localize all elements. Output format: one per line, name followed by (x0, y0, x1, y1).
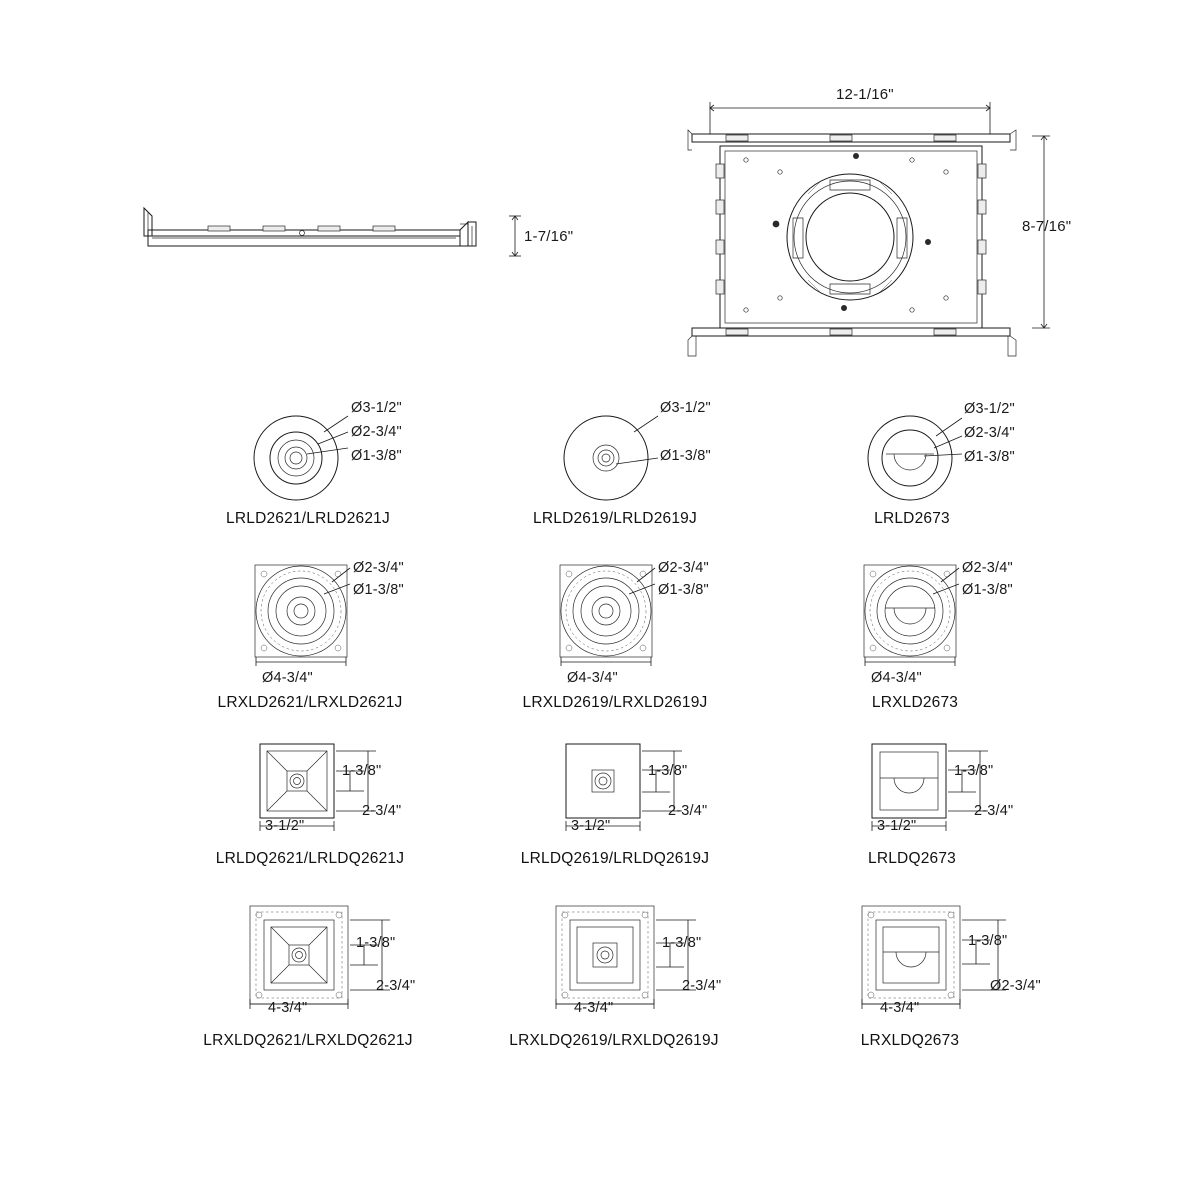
callout-r1c3-c: Ø1-3/8" (964, 449, 1015, 465)
callout-r2c3-a: Ø2-3/4" (962, 560, 1013, 576)
dim-r4c3-right-top: 1-3/8" (968, 933, 1008, 949)
side-section-height-dimension (505, 210, 525, 266)
callout-r1c1-a: Ø3-1/2" (351, 400, 402, 416)
callout-r2c1-a: Ø2-3/4" (353, 560, 404, 576)
trim-square-flangeless-plain (546, 900, 696, 1010)
dim-r3c2-right-bottom: 2-3/4" (668, 803, 708, 819)
dim-r3c2-bottom: 3-1/2" (571, 818, 611, 834)
dim-r3c3-right-top: 1-3/8" (954, 763, 994, 779)
part-label-r2c3: LRXLD2673 (871, 694, 959, 711)
plan-view-width-label: 12-1/16" (836, 86, 894, 103)
part-label-r2c2: LRXLD2619/LRXLD2619J (522, 694, 708, 711)
dim-r4c1-right-bottom: 2-3/4" (376, 978, 416, 994)
dim-r3c2-right-top: 1-3/8" (648, 763, 688, 779)
part-label-r1c2: LRLD2619/LRLD2619J (533, 510, 697, 527)
trim-round-flangeless-plain (551, 556, 671, 666)
part-label-r3c1: LRLDQ2621/LRLDQ2621J (215, 850, 405, 867)
dim-r3c1-bottom: 3-1/2" (265, 818, 305, 834)
part-label-r4c3: LRXLDQ2673 (860, 1032, 960, 1049)
callout-r2c2-b: Ø1-3/8" (658, 582, 709, 598)
trim-round-plain (558, 410, 668, 502)
dim-r4c1-bottom: 4-3/4" (268, 1000, 308, 1016)
part-label-r3c2: LRLDQ2619/LRLDQ2619J (520, 850, 710, 867)
part-label-r4c1: LRXLDQ2621/LRXLDQ2621J (203, 1032, 413, 1049)
trim-round-wall-wash (862, 410, 972, 502)
dim-r4c2-bottom: 4-3/4" (574, 1000, 614, 1016)
part-label-r1c3: LRLD2673 (874, 510, 950, 527)
plan-view-height-label: 8-7/16" (1022, 218, 1072, 235)
trim-square-flangeless-wall-wash (852, 900, 1002, 1010)
callout-r1c1-b: Ø2-3/4" (351, 424, 402, 440)
side-section-view (130, 190, 490, 280)
dim-r4c3-right-bottom: Ø2-3/4" (990, 978, 1041, 994)
plan-view (680, 90, 1060, 370)
callout-r2c1-b: Ø1-3/8" (353, 582, 404, 598)
dim-r3c3-bottom: 3-1/2" (877, 818, 917, 834)
part-label-r3c3: LRLDQ2673 (868, 850, 956, 867)
trim-square-flangeless-cone (240, 900, 390, 1010)
dim-r2c2-bottom: Ø4-3/4" (567, 670, 618, 686)
dim-r2c1-bottom: Ø4-3/4" (262, 670, 313, 686)
dim-r4c3-bottom: 4-3/4" (880, 1000, 920, 1016)
part-label-r4c2: LRXLDQ2619/LRXLDQ2619J (509, 1032, 719, 1049)
trim-round-concentric (248, 410, 358, 502)
dim-r3c1-right-bottom: 2-3/4" (362, 803, 402, 819)
dim-r4c2-right-bottom: 2-3/4" (682, 978, 722, 994)
part-label-r2c1: LRXLD2621/LRXLD2621J (217, 694, 403, 711)
callout-r2c2-a: Ø2-3/4" (658, 560, 709, 576)
trim-round-flangeless-wall-wash (855, 556, 975, 666)
side-section-height-label: 1-7/16" (524, 228, 574, 245)
dim-r4c2-right-top: 1-3/8" (662, 935, 702, 951)
callout-r1c3-b: Ø2-3/4" (964, 425, 1015, 441)
dim-r3c3-right-bottom: 2-3/4" (974, 803, 1014, 819)
dim-r4c1-right-top: 1-3/8" (356, 935, 396, 951)
callout-r1c3-a: Ø3-1/2" (964, 401, 1015, 417)
dim-r3c1-right-top: 1-3/8" (342, 763, 382, 779)
dim-r2c3-bottom: Ø4-3/4" (871, 670, 922, 686)
callout-r1c2-b: Ø1-3/8" (660, 448, 711, 464)
callout-r2c3-b: Ø1-3/8" (962, 582, 1013, 598)
trim-round-flangeless-concentric (246, 556, 366, 666)
callout-r1c2-a: Ø3-1/2" (660, 400, 711, 416)
callout-r1c1-c: Ø1-3/8" (351, 448, 402, 464)
part-label-r1c1: LRLD2621/LRLD2621J (226, 510, 390, 527)
